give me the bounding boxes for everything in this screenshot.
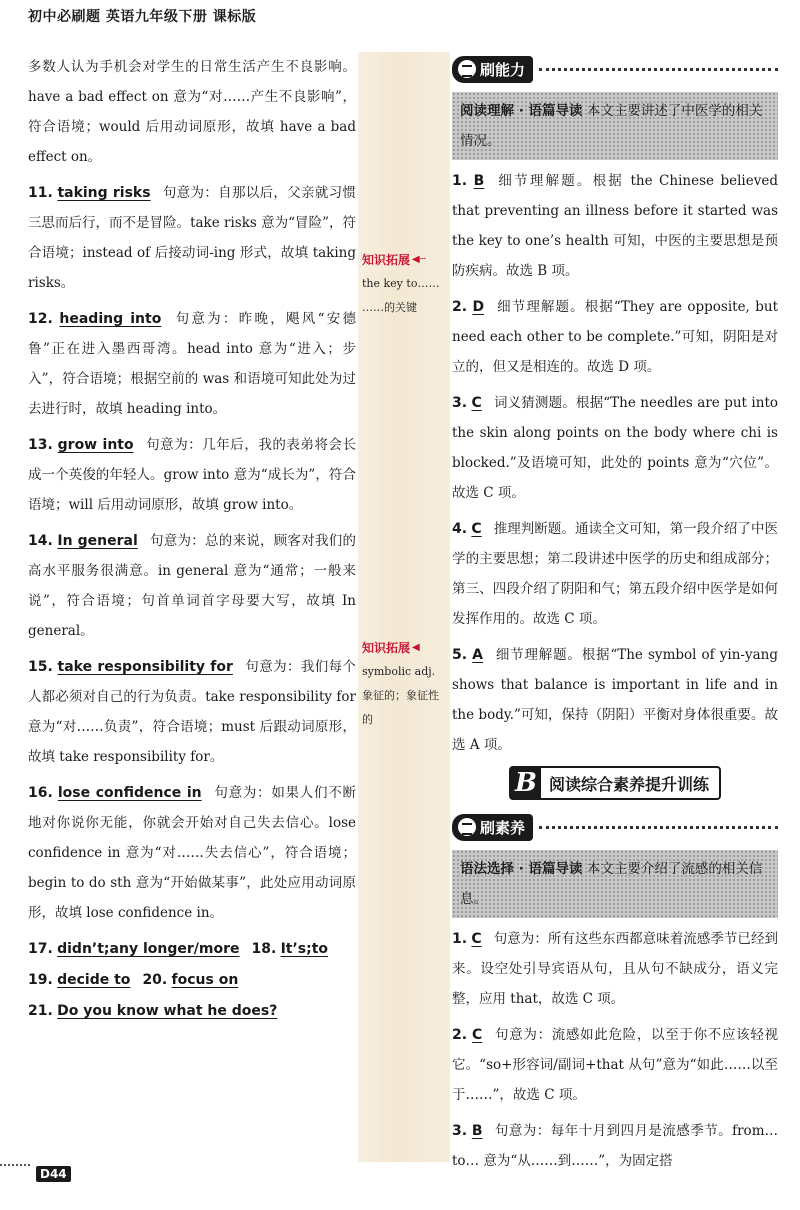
answer-item-12 <box>28 304 356 424</box>
item-number: 5. <box>452 647 468 663</box>
divider <box>539 826 778 829</box>
answer-key: C <box>472 1027 483 1043</box>
answer-key: C <box>471 931 482 947</box>
section-b-banner <box>452 766 778 800</box>
answer-item-11 <box>28 178 356 298</box>
intro-label: 阅读理解 · 语篇导读 <box>460 103 583 119</box>
grammar-answer-2 <box>452 1020 778 1110</box>
item-number: 12. <box>28 311 53 327</box>
answer-key: A <box>472 647 484 663</box>
section-title: 刷能力 <box>480 60 526 79</box>
explanation: 推理判断题。通读全文可知，第一段介绍了中医学的主要思想；第二段讲述中医学的历史和组成部分；第三、四段介绍了阴阳和气；第五段介绍中医学是如何发挥作用的。故选 C 项。 <box>452 521 779 627</box>
answer-row-17-18 <box>28 934 356 965</box>
explanation: 词义猜测题。根据“The needles are put into the skin along points on the body where chi is blocked.”及语境可知，此处的 points 意为“穴位”。故选 C 项。 <box>452 395 778 501</box>
explanation: 细节理解题。根据“They are opposite, but need each other to be complete.”可知，阴阳是对立的，但又是相连的。故选 D 项。 <box>452 299 778 375</box>
item-number: 1. <box>452 931 468 947</box>
note-title: 知识拓展 <box>362 641 411 655</box>
note-body: symbolic adj. 象征的；象征性的 <box>362 665 439 726</box>
divider <box>539 68 778 71</box>
reading-answer-3 <box>452 388 778 508</box>
answer-key: C <box>471 395 482 411</box>
section-title: 刷素养 <box>480 818 526 837</box>
explanation: 句意为：总的来说，顾客对我们的高水平服务很满意。in general 意为“通常；一般来说”，符合语境；句首单词首字母要大写，故填 In general。 <box>28 533 357 639</box>
section-ability <box>452 52 778 86</box>
item-number: 17. <box>28 941 53 957</box>
answer-key: B <box>473 173 485 189</box>
answer-key: Do you know what he does? <box>57 1003 278 1019</box>
answer-key: In general <box>57 533 138 549</box>
reading-answer-2 <box>452 292 778 382</box>
intro-text: 本文主要讲述了中医学的相关情况。 <box>460 103 763 149</box>
item-number: 19. <box>28 972 53 988</box>
answer-key: C <box>471 521 482 537</box>
note-title: 知识拓展 <box>362 253 411 267</box>
page-number: D44 <box>36 1166 71 1182</box>
left-column <box>28 52 356 1027</box>
note-knowledge-1 <box>362 248 448 320</box>
answer-key: didn’t;any longer/more <box>57 941 240 957</box>
right-column <box>452 52 778 1182</box>
arrow-icon: ◀┄ <box>412 254 426 265</box>
item-number: 4. <box>452 521 468 537</box>
item-number: 20. <box>142 972 168 988</box>
grammar-answer-1 <box>452 924 778 1014</box>
section-literacy <box>452 810 778 844</box>
note-body: the key to…… ……的关键 <box>362 277 440 314</box>
answer-row-21 <box>28 996 356 1027</box>
item-number: 2. <box>452 299 468 315</box>
explanation: 句意为：流感如此危险，以至于你不应该轻视它。“so+形容词/副词+that 从句”意为“如此……以至于……”，故选 C 项。 <box>452 1027 779 1103</box>
explanation: 句意为：昨晚，飓风“安德鲁”正在进入墨西哥湾。head into 意为“进入；步入”，符合语境；根据空前的 was 和语境可知此处为过去进行时，故填 heading into。 <box>28 311 357 417</box>
intro-label: 语法选择 · 语篇导读 <box>460 861 583 877</box>
explanation: 句意为：所有这些东西都意味着流感季节已经到来。设空处引导宾语从句，且从句不缺成分，语义完整，应用 that，故选 C 项。 <box>452 931 779 1007</box>
answer-row-19-20 <box>28 965 356 996</box>
reading-answer-5 <box>452 640 778 760</box>
item-number: 11. <box>28 185 53 201</box>
explanation: 句意为：自那以后，父亲就习惯三思而后行，而不是冒险。take risks 意为“冒险”，符合语境；instead of 后接动词-ing 形式，故填 taking risks。 <box>28 185 357 291</box>
reading-intro <box>452 92 778 160</box>
answer-item-15 <box>28 652 356 772</box>
answer-item-14 <box>28 526 356 646</box>
section-b-title: 阅读综合素养提升训练 <box>548 774 709 794</box>
answer-item-16 <box>28 778 356 928</box>
brush-icon <box>458 818 476 836</box>
item-number: 3. <box>452 1123 468 1139</box>
intro-text: 本文主要介绍了流感的相关信息。 <box>460 861 763 907</box>
item-number: 2. <box>452 1027 468 1043</box>
item-number: 1. <box>452 173 468 189</box>
answer-key: grow into <box>57 437 134 453</box>
explanation: 句意为：如果人们不断地对你说你无能，你就会开始对自己失去信心。lose confidence in 意为“对……失去信心”，符合语境；begin to do sth 意为“开始做某事”，此处应用动词原形，故填 lose confidence in。 <box>28 785 357 921</box>
answer-item-13 <box>28 430 356 520</box>
answer-key: taking risks <box>57 185 151 201</box>
item-number: 18. <box>251 941 277 957</box>
explanation: 细节理解题。根据 the Chinese believed that preventing an illness before it started was the key to one’s health 可知，中医的主要思想是预防疾病。故选 B 项。 <box>452 173 778 279</box>
answer-key: B <box>471 1123 483 1139</box>
notes-strip <box>358 52 450 1162</box>
answer-key: heading into <box>59 311 162 327</box>
item-number: 21. <box>28 1003 53 1019</box>
item-number: 3. <box>452 395 468 411</box>
grammar-answer-3 <box>452 1116 778 1176</box>
answer-key: It’s;to <box>280 941 329 957</box>
reading-answer-4 <box>452 514 778 634</box>
answer-key: focus on <box>171 972 239 988</box>
arrow-icon: ◀ <box>412 642 420 653</box>
answer-key: decide to <box>57 972 131 988</box>
item-number: 14. <box>28 533 53 549</box>
continued-text: 多数人认为手机会对学生的日常生活产生不良影响。have a bad effect on 意为“对……产生不良影响”，符合语境；would 后用动词原形，故填 have a bad effect on。 <box>28 59 356 165</box>
section-letter: B <box>511 768 541 798</box>
answer-key: lose confidence in <box>57 785 202 801</box>
item-number: 15. <box>28 659 53 675</box>
explanation: 句意为：我们每个人都必须对自己的行为负责。take responsibility for 意为“对……负责”，符合语境；must 后跟动词原形，故填 take responsibility for。 <box>28 659 357 765</box>
reading-answer-1 <box>452 166 778 286</box>
answer-key: D <box>472 299 485 315</box>
item-number: 13. <box>28 437 53 453</box>
explanation: 细节理解题。根据“The symbol of yin-yang shows that balance is important in life and in the body.”可知，保持（阴阳）平衡对身体很重要。故选 A 项。 <box>452 647 778 753</box>
note-knowledge-2 <box>362 636 448 732</box>
answer-key: take responsibility for <box>57 659 233 675</box>
footer-divider <box>0 1164 30 1166</box>
brush-icon <box>458 60 476 78</box>
explanation: 句意为：几年后，我的表弟将会长成一个英俊的年轻人。grow into 意为“成长为”，符合语境；will 后用动词原形，故填 grow into。 <box>28 437 357 513</box>
page-header: 初中必刷题 英语九年级下册 课标版 <box>28 9 257 25</box>
item-number: 16. <box>28 785 53 801</box>
explanation: 句意为：每年十月到四月是流感季节。from… to… 意为“从……到……”，为固定搭 <box>452 1123 778 1169</box>
grammar-intro <box>452 850 778 918</box>
